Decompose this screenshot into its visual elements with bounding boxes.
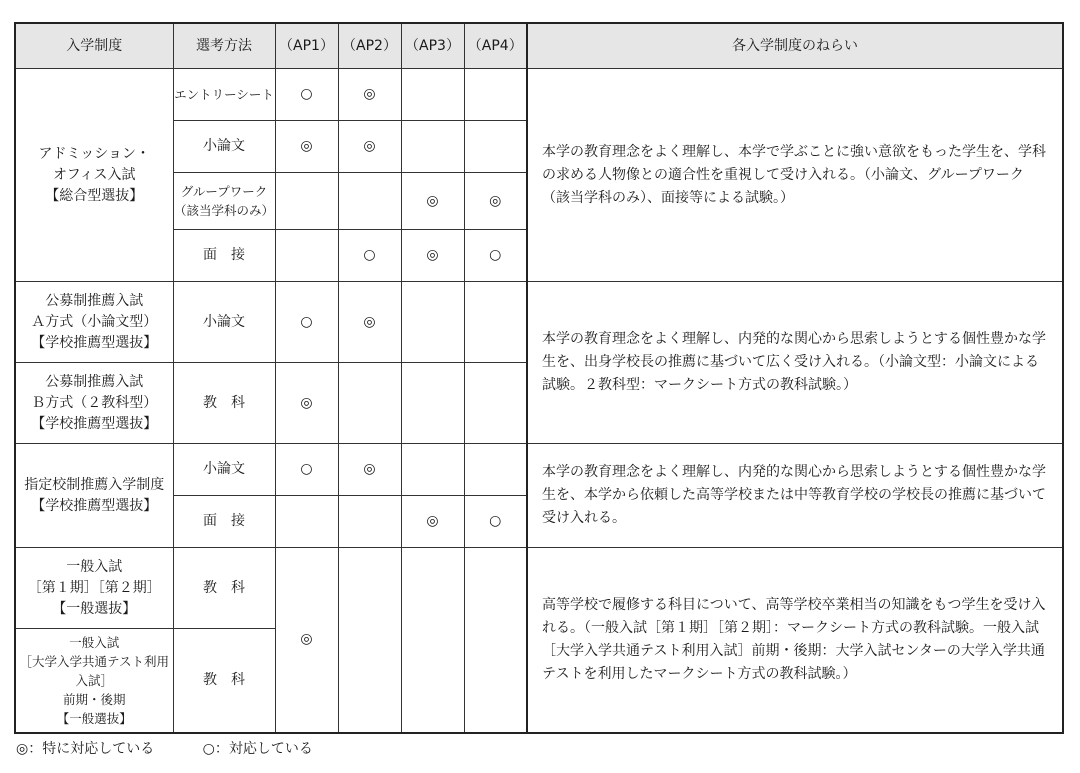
method-cell: 面 接 [173,496,275,548]
table-row [15,548,1063,629]
ap-cell [338,496,401,548]
header-aim: 各入学制度のねらい [527,23,1063,69]
ap-cell [401,444,464,496]
aim-cell: 本学の教育理念をよく理解し、内発的な関心から思索しようとする個性豊かな学生を、出身学校長の推薦に基づいて広く受け入れる。（小論文型：小論文による試験。２教科型：マークシート方式の教科試験。） [527,282,1063,444]
header-system: 入学制度 [15,23,173,69]
header-row [15,23,1063,69]
ap-cell [464,282,527,363]
system-cell: 一般入試 ［第１期］［第２期］ 【一般選抜】 [15,548,173,629]
system-cell: アドミッション・ オフィス入試 【総合型選抜】 [15,69,173,282]
ap-cell [401,282,464,363]
header-ap2: （AP2） [338,23,401,69]
ap-cell: ◎ [275,548,338,733]
method-cell: 小論文 [173,121,275,173]
table-row [15,444,1063,496]
ap-cell: ○ [464,496,527,548]
legend [16,739,357,759]
ap-cell [464,548,527,733]
ap-cell [401,363,464,444]
method-cell: 教 科 [173,629,275,733]
header-method: 選考方法 [173,23,275,69]
ap-cell: ○ [338,230,401,282]
ap-cell: ◎ [275,363,338,444]
ap-cell [275,173,338,230]
ap-cell: ○ [464,230,527,282]
table-row [15,282,1063,363]
legend-circle: ○：対応している [202,741,313,757]
ap-cell: ◎ [275,121,338,173]
ap-cell: ◎ [464,173,527,230]
method-cell: 教 科 [173,363,275,444]
admission-policy-table [14,22,1064,734]
system-cell: 公募制推薦入試 Ｂ方式（２教科型） 【学校推薦型選抜】 [15,363,173,444]
header-ap3: （AP3） [401,23,464,69]
ap-cell: ◎ [401,173,464,230]
ap-cell: ◎ [338,444,401,496]
system-cell: 公募制推薦入試 Ａ方式（小論文型） 【学校推薦型選抜】 [15,282,173,363]
table-row [15,69,1063,121]
method-cell: グループワーク （該当学科のみ） [173,173,275,230]
ap-cell: ◎ [401,496,464,548]
header-ap4: （AP4） [464,23,527,69]
method-cell: エントリーシート [173,69,275,121]
legend-double-circle: ◎：特に対応している [16,741,155,757]
ap-cell: ◎ [338,69,401,121]
aim-cell: 高等学校で履修する科目について、高等学校卒業相当の知識をもつ学生を受け入れる。（一般入試［第１期］［第２期］：マークシート方式の教科試験。一般入試［大学入学共通テスト利用入試］前期・後期：大学入試センターの大学入学共通テストを利用したマークシート方式の教科試験。） [527,548,1063,733]
ap-cell [464,121,527,173]
ap-cell [464,69,527,121]
method-cell: 面 接 [173,230,275,282]
ap-cell [275,496,338,548]
ap-cell: ○ [275,69,338,121]
aim-cell: 本学の教育理念をよく理解し、内発的な関心から思索しようとする個性豊かな学生を、本学から依頼した高等学校または中等教育学校の学校長の推薦に基づいて受け入れる。 [527,444,1063,548]
ap-cell [464,363,527,444]
ap-cell: ◎ [338,282,401,363]
ap-cell [401,548,464,733]
system-cell: 一般入試 ［大学入学共通テスト利用入試］ 前期・後期 【一般選抜】 [15,629,173,733]
ap-cell [338,363,401,444]
system-cell: 指定校制推薦入学制度 【学校推薦型選抜】 [15,444,173,548]
ap-cell: ◎ [338,121,401,173]
ap-cell: ○ [275,444,338,496]
ap-cell: ◎ [401,230,464,282]
ap-cell [464,444,527,496]
ap-cell [401,69,464,121]
method-cell: 教 科 [173,548,275,629]
ap-cell [338,548,401,733]
aim-cell: 本学の教育理念をよく理解し、本学で学ぶことに強い意欲をもった学生を、学科の求める人物像との適合性を重視して受け入れる。（小論文、グループワーク（該当学科のみ）、面接等による試験。） [527,69,1063,282]
method-cell: 小論文 [173,282,275,363]
header-ap1: （AP1） [275,23,338,69]
ap-cell [338,173,401,230]
method-cell: 小論文 [173,444,275,496]
ap-cell [401,121,464,173]
ap-cell [275,230,338,282]
ap-cell: ○ [275,282,338,363]
